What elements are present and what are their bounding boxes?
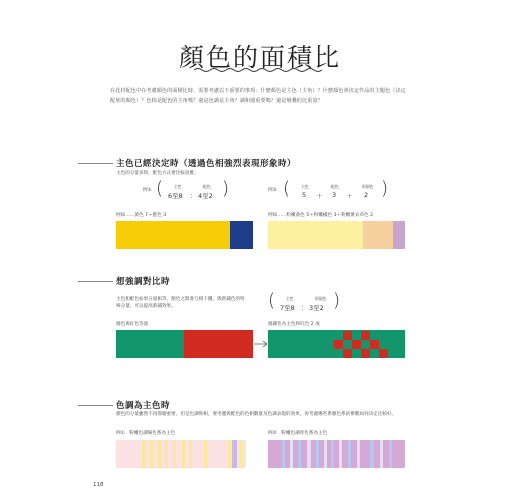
ratio-value: 5 [302,191,307,199]
caption: 綠色與紅色等量 [116,322,149,327]
page-number: 118 [93,482,104,488]
ratio-colon: ： [190,192,197,200]
section-sub-3: 顏色的分量雖然不再那麼重要，但是色調和相，要考慮與配色的色相數量及色調表現的效果，再考慮哪些系顏色系的參數如何決定比較好。 [116,412,397,417]
section-rule [78,405,113,406]
bar-segment [268,221,363,249]
color-bar-pink-stripes [116,440,246,468]
checker-pattern [268,330,405,358]
example-label-2: 例② [268,188,277,193]
color-bar-green-red [116,330,253,358]
ratio-head: 配色 [331,184,339,189]
page-title: 顏色的面積比 [178,43,341,72]
bar-segment [230,221,253,249]
paren-close: ) [333,290,341,311]
ratio-value: 2 [364,191,369,199]
bar-segment [393,221,405,249]
caption: 例② 粉嫩色調青色系為主色 [268,431,328,436]
bar-segment [116,330,184,358]
paren-close: ) [381,178,389,199]
section-heading-3: 色調為主色時 [116,401,171,411]
color-bar-yellow-blue [116,221,253,249]
ratio-head: 主色 [174,184,182,189]
bar-segment [184,330,253,358]
bar-segment [363,221,393,249]
section-sub-1: 主色的分量多時，配色方式會比較高雅。 [116,171,199,176]
arrow-right-icon [253,339,269,349]
ratio-value: 3 [332,191,337,199]
ratio-head: 兩個色 [362,184,374,189]
section-sub-2: 主色和配色如果分量相等，顏色之間會互相干擾。與新鋪色的特殊分量，可以提高新鋪效果。 [116,297,245,309]
caption: 綠鋪色為主色和紅色 2 成 [268,322,320,327]
ratio-plus: ＋ [316,192,323,200]
ratio-head: 主色 [301,184,309,189]
ratio-head: 配色 [203,184,211,189]
paren-open: ( [268,290,276,311]
section-heading-2: 想強調對比時 [116,277,171,287]
example-label-1: 例① [143,188,152,193]
stripe-pattern [116,440,246,468]
section-rule [78,281,113,282]
ratio-colon: ： [301,304,308,312]
section-heading-1: 主色已經決定時（透過色相強烈表現形象時） [116,159,297,169]
paren-close: ) [222,178,230,199]
ratio-head: 兩個色 [315,296,327,301]
ratio-value: 4至2 [198,192,213,200]
ratio-value: 7至8 [280,304,295,312]
color-bar-purple-stripes [268,440,405,468]
intro-text: 在花材配色中在考慮顏色的面積比時，需要考慮以下重要的事項：什麼顏色是主色（主角）？什麼顏色會決定作品的主題色（決定配象的顏色）？色相是配色的主角嗎？還是色調是主角？調和感重要嗎？還是層疊的比重量？ [110,88,406,104]
stripe-pattern [268,440,405,468]
ratio-head: 主色 [286,296,294,301]
caption: 例① 粉嫩色調場色系為主色 [116,431,176,436]
section-rule [78,163,113,164]
ratio-plus: ＋ [346,192,353,200]
color-bar-pastel [268,221,405,249]
caption: 例如……黃色 7＋藍色 3 [116,213,167,218]
ratio-value: 6至8 [168,192,183,200]
paren-open: ( [156,178,164,199]
caption: 例如……粉嫩黃色 5＋粉嫩橘色 3＋粉嫩薰衣草色 2 [268,213,374,218]
bar-segment [116,221,230,249]
wavy-underline [192,66,328,74]
ratio-value: 3至2 [309,304,324,312]
color-bar-green-checker [268,330,405,358]
paren-open: ( [283,178,291,199]
